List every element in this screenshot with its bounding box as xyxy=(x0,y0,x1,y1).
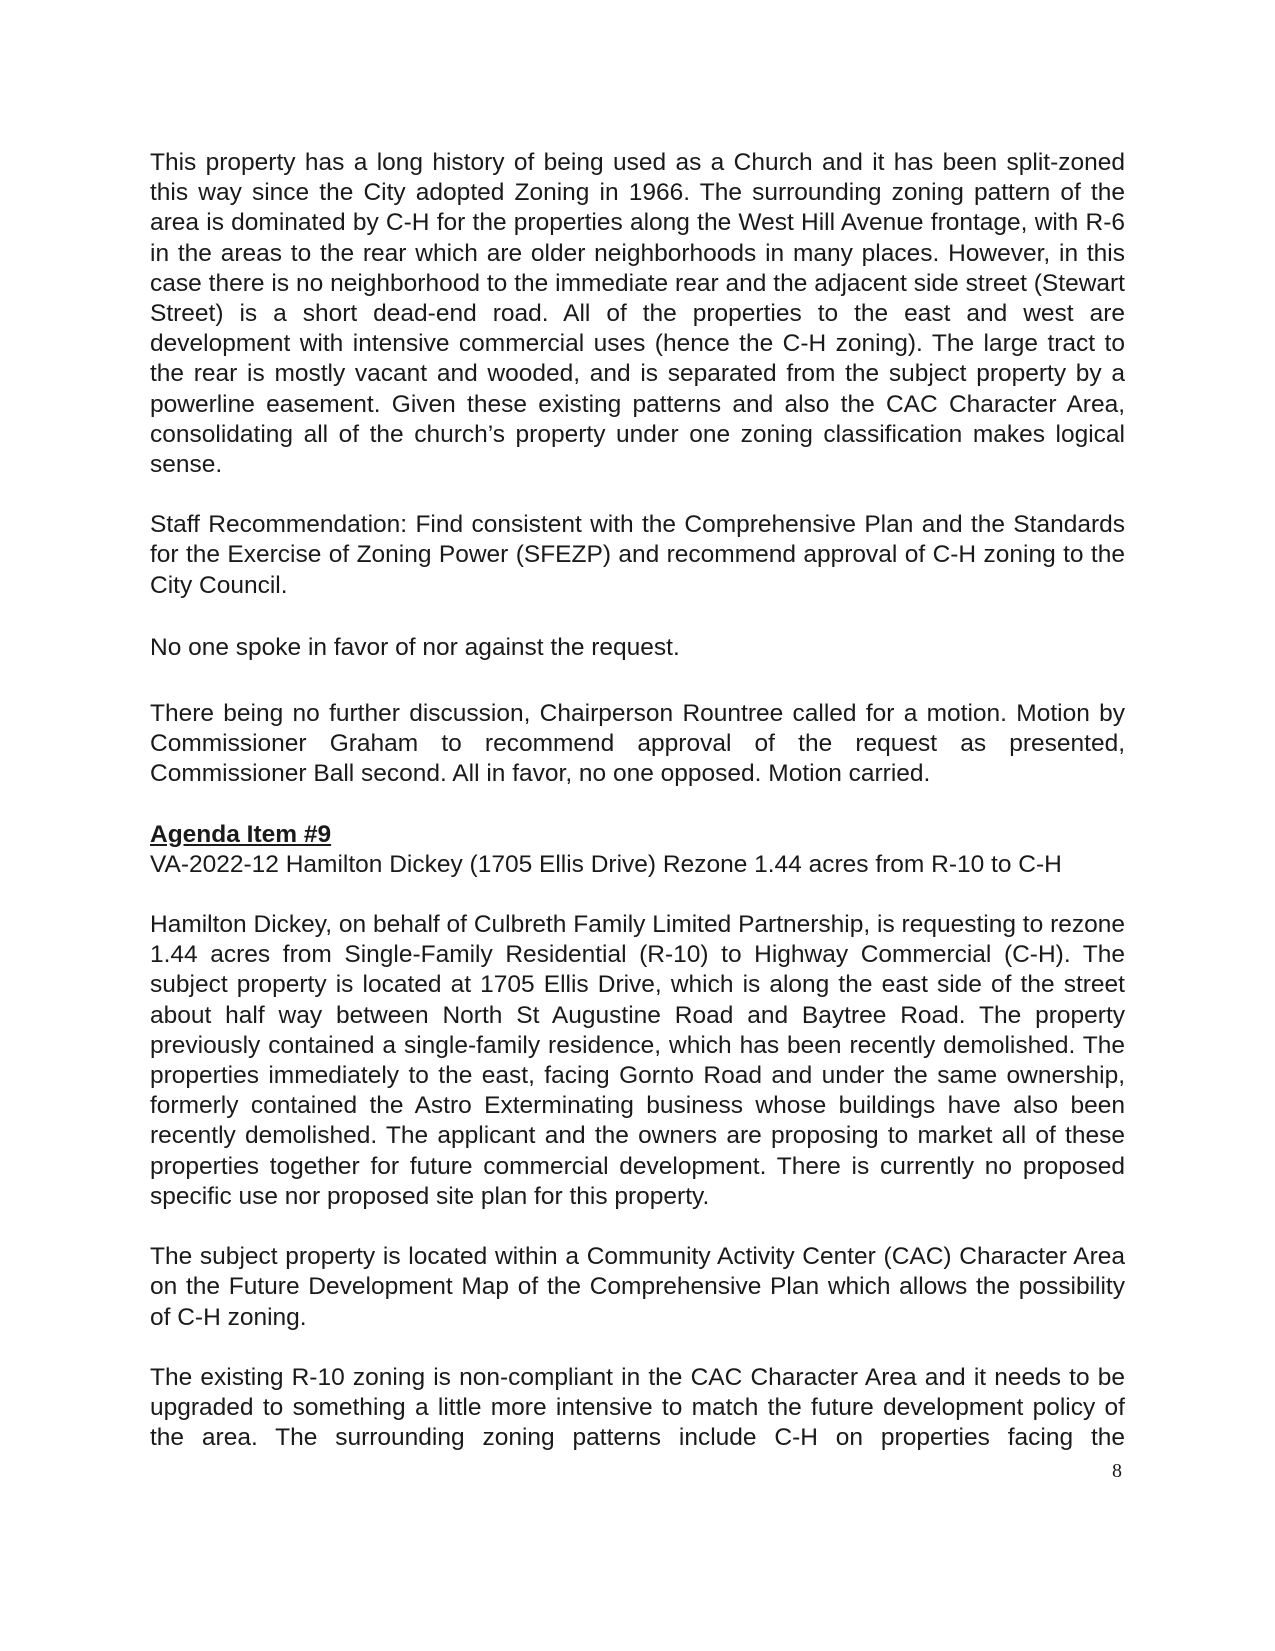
paragraph-cac-character-area: The subject property is located within a Community Activity Center (CAC) Character Area on the Future Development Map of the Comprehensive Plan which allows the possibility of C-H zoning. xyxy=(150,1243,1125,1331)
paragraph-motion-result: There being no further discussion, Chairperson Rountree called for a motion. Motion by Commissioner Graham to recommend approval of the request as presented, Commissioner Ball second. All in favor, no one opposed. Motion carried. xyxy=(150,700,1125,788)
paragraph-church-zoning-history: This property has a long history of being used as a Church and it has been split-zoned this way since the City adopted Zoning in 1966. The surrounding zoning pattern of the area is dominated by C-H for the properties along the West Hill Avenue frontage, with R-6 in the areas to the rear which are older neighborhoods in many places. However, in this case there is no neighborhood to the immediate rear and the adjacent side street (Stewart Street) is a short dead-end road. All of the properties to the east and west are development with intensive commercial uses (hence the C-H zoning). The large tract to the rear is mostly vacant and wooded, and is separated from the subject property by a powerline easement. Given these existing patterns and also the CAC Character Area, consolidating all of the church’s property under one zoning classification makes logical sense. xyxy=(150,149,1125,479)
agenda-item-subtitle: VA-2022-12 Hamilton Dickey (1705 Ellis Drive) Rezone 1.44 acres from R-10 to C-H xyxy=(150,850,1062,878)
agenda-item-heading: Agenda Item #9 xyxy=(150,820,332,848)
paragraph-staff-recommendation: Staff Recommendation: Find consistent with the Comprehensive Plan and the Standards for the Exercise of Zoning Power (SFEZP) and recommend approval of C-H zoning to the City Council. xyxy=(150,511,1125,599)
page-number: 8 xyxy=(1112,1460,1122,1482)
paragraph-existing-zoning: The existing R-10 zoning is non-compliant in the CAC Character Area and it needs to be upgraded to something a little more intensive to match the future development policy of the area. The surrounding zoning patterns include C-H on properties facing the xyxy=(150,1363,1125,1452)
paragraph-rezone-request: Hamilton Dickey, on behalf of Culbreth Family Limited Partnership, is requesting to rezone 1.44 acres from Single-Family Residential (R-10) to Highway Commercial (C-H). The subject property is located at 1705 Ellis Drive, which is along the east side of the street about half way between North St Augustine Road and Baytree Road. The property previously contained a single-family residence, which has been recently demolished. The properties immediately to the east, facing Gornto Road and under the same ownership, formerly contained the Astro Exterminating business whose buildings have also been recently demolished. The applicant and the owners are proposing to market all of these properties together for future commercial development. There is currently no proposed specific use nor proposed site plan for this property. xyxy=(150,911,1125,1210)
document-page xyxy=(150,148,1125,1453)
paragraph-public-comment: No one spoke in favor of nor against the request. xyxy=(150,633,680,661)
